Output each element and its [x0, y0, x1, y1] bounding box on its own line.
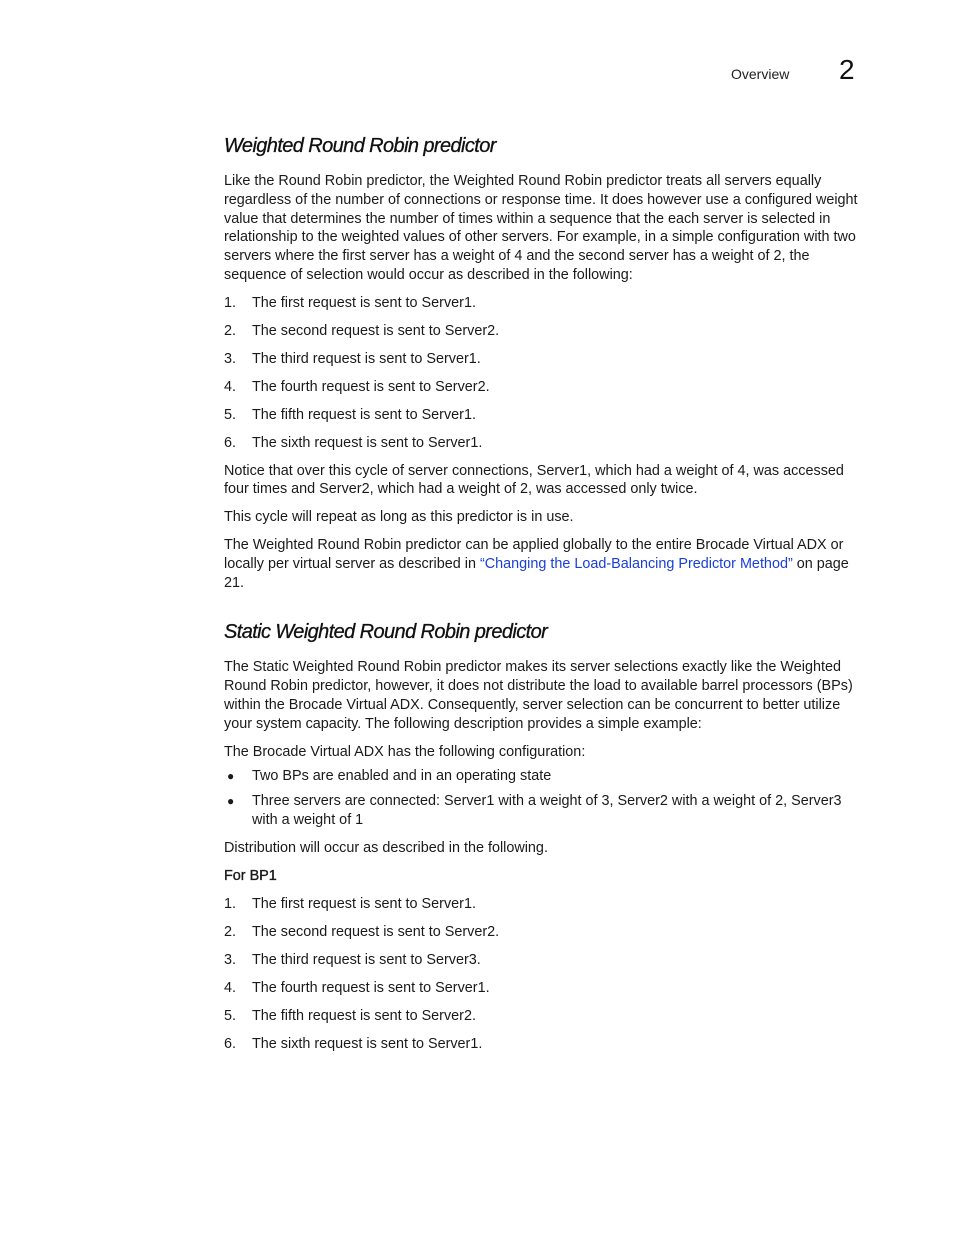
- list-item-number: 1.: [224, 294, 237, 311]
- page-content: [224, 128, 870, 1053]
- wrr-repeat-paragraph: This cycle will repeat as long as this predictor is in use.: [224, 509, 574, 526]
- bp1-subheading: For BP1: [224, 867, 277, 884]
- bullet-icon: ●: [227, 769, 235, 784]
- bullet-icon: ●: [227, 794, 235, 809]
- list-item-text: The third request is sent to Server3.: [252, 951, 481, 968]
- list-item-text: The sixth request is sent to Server1.: [252, 434, 483, 451]
- header-chapter-number: 2: [839, 54, 855, 85]
- wrr-applied-text-after: on page 21.: [224, 555, 849, 591]
- list-item: [224, 406, 870, 425]
- list-item-number: 3.: [224, 350, 237, 367]
- wrr-applied-paragraph: [224, 536, 870, 592]
- cross-reference-link[interactable]: “Changing the Load-Balancing Predictor Method”: [479, 555, 793, 572]
- wrr-notice-paragraph: Notice that over this cycle of server connections, Server1, which had a weight of 4, was accessed four times and Server2, which had a weight of 2, was accessed only twice.: [224, 462, 844, 498]
- wrr-intro-paragraph: Like the Round Robin predictor, the Weighted Round Robin predictor treats all servers equally regardless of the number of connections or response time. It does however use a configured weight value that determines the number of times within a sequence that the each server is selected in relationship to the weighted values of other servers. For example, in a simple configuration with two servers where the first server has a weight of 4 and the second server has a weight of 2, the sequence of selection would occur as described in the following:: [224, 173, 858, 283]
- list-item-number: 4.: [224, 979, 237, 996]
- wrr-steps-list: [224, 294, 870, 453]
- swrr-config-intro: The Brocade Virtual ADX has the following configuration:: [224, 743, 586, 760]
- list-item-text: The third request is sent to Server1.: [252, 350, 481, 367]
- list-item-number: 4.: [224, 378, 237, 395]
- running-header: [700, 56, 860, 90]
- heading-weighted-round-robin: Weighted Round Robin predictor: [224, 135, 496, 157]
- list-item: [224, 1035, 870, 1054]
- list-item-number: 3.: [224, 951, 237, 968]
- list-item-text: The second request is sent to Server2.: [252, 923, 500, 940]
- list-item: [224, 895, 870, 914]
- list-item-text: The fifth request is sent to Server1.: [252, 406, 476, 423]
- list-item: [224, 951, 870, 970]
- list-item-number: 2.: [224, 923, 237, 940]
- list-item: [224, 923, 870, 942]
- list-item-text: The fourth request is sent to Server1.: [252, 979, 490, 996]
- list-item: [224, 434, 870, 453]
- swrr-intro-paragraph: The Static Weighted Round Robin predictor makes its server selections exactly like the Weighted Round Robin predictor, however, it does not distribute the load to available barrel processors (BPs) within the Brocade Virtual ADX. Consequently, server selection can be concurrent to better utilize your system capacity. The following description provides a simple example:: [224, 659, 853, 732]
- bullet-item-text: Two BPs are enabled and in an operating state: [252, 768, 552, 785]
- list-item-text: The fifth request is sent to Server2.: [252, 1007, 476, 1024]
- list-item-number: 6.: [224, 434, 237, 451]
- list-item-text: The sixth request is sent to Server1.: [252, 1035, 483, 1052]
- bp1-steps-list: [224, 895, 870, 1054]
- list-item-text: The second request is sent to Server2.: [252, 322, 500, 339]
- list-item-number: 1.: [224, 895, 237, 912]
- list-item-number: 5.: [224, 406, 237, 423]
- list-item-text: The first request is sent to Server1.: [252, 294, 476, 311]
- list-item: [224, 322, 870, 341]
- bullet-item: [224, 767, 870, 786]
- bullet-item-text: Three servers are connected: Server1 with a weight of 3, Server2 with a weight of 2, Server3 with a weight of 1: [252, 793, 842, 829]
- wrr-applied-text-before: The Weighted Round Robin predictor can be applied globally to the entire Brocade Virtual ADX or locally per virtual server as described in: [224, 537, 844, 572]
- list-item: [224, 979, 870, 998]
- list-item-number: 2.: [224, 322, 237, 339]
- swrr-distribution-paragraph: Distribution will occur as described in the following.: [224, 839, 548, 856]
- list-item: [224, 294, 870, 313]
- header-section-name: Overview: [731, 66, 790, 82]
- swrr-config-bullets: [224, 767, 870, 829]
- list-item: [224, 350, 870, 369]
- list-item-text: The fourth request is sent to Server2.: [252, 378, 490, 395]
- list-item-number: 5.: [224, 1007, 237, 1024]
- list-item: [224, 378, 870, 397]
- bullet-item: [224, 792, 870, 830]
- heading-static-weighted-round-robin: Static Weighted Round Robin predictor: [224, 621, 548, 644]
- list-item: [224, 1007, 870, 1026]
- list-item-number: 6.: [224, 1035, 237, 1052]
- list-item-text: The first request is sent to Server1.: [252, 895, 476, 912]
